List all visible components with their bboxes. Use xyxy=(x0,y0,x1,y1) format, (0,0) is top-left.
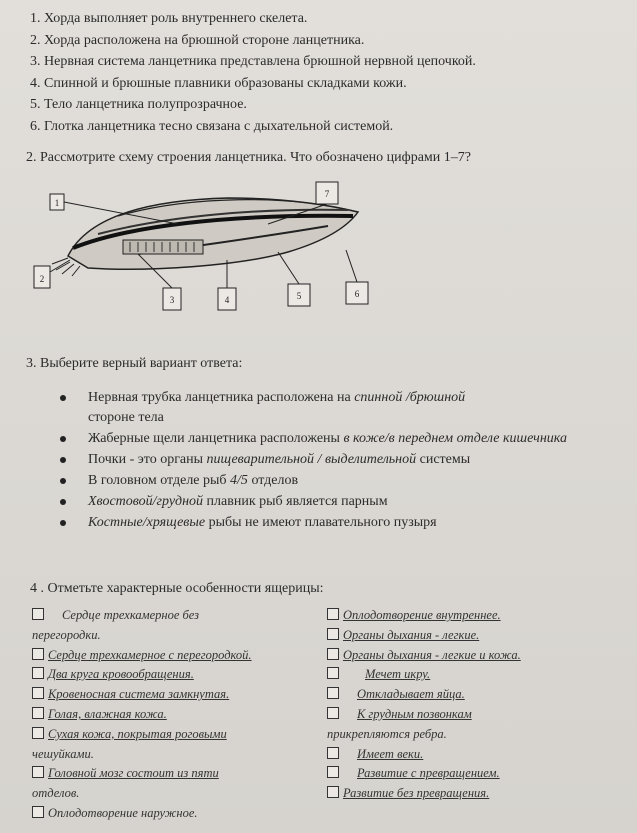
bullet-icon xyxy=(60,457,66,463)
checkbox[interactable] xyxy=(327,747,339,759)
option-row[interactable] xyxy=(32,725,322,745)
checkbox[interactable] xyxy=(327,766,339,778)
option-row[interactable] xyxy=(32,705,322,725)
option-label: Откладывает яйца. xyxy=(357,687,465,702)
statement: 3. Нервная система ланцетника представлена брюшной нервной цепочкой. xyxy=(30,54,476,69)
item-choice: в коже/в переднем отделе кишечника xyxy=(343,431,567,446)
lancelet-diagram xyxy=(28,176,388,316)
bullet-icon xyxy=(60,520,66,526)
option-label: Сердце трехкамерное с перегородкой. xyxy=(48,647,252,662)
item-choice: 4/5 xyxy=(230,473,248,488)
question-3-title: 3. Выберите верный вариант ответа: xyxy=(26,356,243,371)
option-label: Голая, влажная кожа. xyxy=(48,706,167,721)
checkbox[interactable] xyxy=(32,727,44,739)
option-label: К грудным позвонкам xyxy=(357,706,472,721)
item-text: отделов xyxy=(247,473,299,488)
option-label: Органы дыхания - легкие и кожа. xyxy=(343,647,521,662)
list-item xyxy=(60,492,620,512)
question-2-title: 2. Рассмотрите схему строения ланцетника. Что обозначено цифрами 1–7? xyxy=(26,150,471,165)
bullet-icon xyxy=(60,478,66,484)
option-row[interactable] xyxy=(32,606,322,626)
diagram-label-2: 2 xyxy=(39,274,45,284)
item-text: Почки - это органы xyxy=(88,452,207,467)
option-row[interactable] xyxy=(327,764,627,784)
option-label: Имеет веки. xyxy=(357,746,424,761)
option-label: Оплодотворение внутреннее. xyxy=(343,608,501,622)
item-text: рыбы не имеют плавательного пузыря xyxy=(205,515,437,530)
checkbox[interactable] xyxy=(32,608,44,620)
bullet-icon xyxy=(60,395,66,401)
question-4-title: 4 . Отметьте характерные особенности ящерицы: xyxy=(30,581,324,596)
item-choice: спинной /брюшной xyxy=(354,390,466,405)
option-row[interactable] xyxy=(327,784,627,804)
list-item xyxy=(60,429,620,449)
statement: 5. Тело ланцетника полупрозрачное. xyxy=(30,97,247,112)
diagram-label-7: 7 xyxy=(324,189,330,199)
diagram-label-3: 3 xyxy=(169,295,175,305)
checkbox[interactable] xyxy=(327,687,339,699)
statement: 6. Глотка ланцетника тесно связана с дыхательной системой. xyxy=(30,118,394,134)
option-row[interactable] xyxy=(32,646,322,666)
item-choice: пищеварительной / выделительной xyxy=(206,452,417,467)
features-left-column xyxy=(32,606,322,824)
option-row[interactable] xyxy=(327,626,627,646)
option-label: Органы дыхания - легкие. xyxy=(343,627,480,642)
features-right-column xyxy=(327,606,627,804)
option-label: Развитие без превращения. xyxy=(343,786,490,801)
option-continuation: прикрепляются ребра. xyxy=(327,726,447,741)
checkbox[interactable] xyxy=(327,707,339,719)
item-choice: Костные/хрящевые xyxy=(88,515,206,530)
option-label: Кровеносная система замкнутая. xyxy=(48,687,230,702)
option-continuation: чешуйками. xyxy=(32,746,94,761)
statement: 2. Хорда расположена на брюшной стороне ланцетника. xyxy=(30,32,365,48)
checkbox[interactable] xyxy=(327,608,339,620)
list-item xyxy=(60,513,620,533)
checkbox[interactable] xyxy=(327,628,339,640)
diagram-label-4: 4 xyxy=(224,295,230,305)
diagram-label-1: 1 xyxy=(54,198,60,208)
item-text: Жаберные щели ланцетника расположены xyxy=(88,431,344,446)
option-row[interactable] xyxy=(327,685,627,705)
checkbox[interactable] xyxy=(32,766,44,778)
option-row[interactable] xyxy=(32,665,322,685)
option-row[interactable] xyxy=(327,646,627,666)
option-row[interactable] xyxy=(32,804,322,824)
statements-list xyxy=(30,8,630,137)
option-row[interactable] xyxy=(32,685,322,705)
diagram-label-5: 5 xyxy=(296,291,302,301)
bullet-icon xyxy=(60,499,66,505)
item-text: плавник рыб является парным xyxy=(203,494,388,509)
diagram-label-6: 6 xyxy=(354,289,360,299)
statement: 1. Хорда выполняет роль внутреннего скелета. xyxy=(30,11,308,26)
option-row[interactable] xyxy=(327,745,627,765)
option-label: Оплодотворение наружное. xyxy=(48,805,198,820)
item-text: В головном отделе рыб xyxy=(88,473,231,488)
checkbox[interactable] xyxy=(327,786,339,798)
checkbox[interactable] xyxy=(32,648,44,660)
checkbox[interactable] xyxy=(32,806,44,818)
option-label: Мечет икру. xyxy=(365,667,431,682)
item-choice: Хвостовой/грудной xyxy=(88,494,204,509)
item-text: системы xyxy=(416,452,471,467)
option-label: Два круга кровообращения. xyxy=(48,667,194,682)
checkbox[interactable] xyxy=(327,667,339,679)
option-label: Сердце трехкамерное без xyxy=(62,608,200,622)
option-row[interactable] xyxy=(327,665,627,685)
statement: 4. Спинной и брюшные плавники образованы складками кожи. xyxy=(30,75,407,91)
list-item xyxy=(60,471,620,491)
question-3-items xyxy=(60,388,620,534)
list-item xyxy=(60,388,620,428)
option-label: Головной мозг состоит из пяти xyxy=(48,766,219,781)
option-continuation: отделов. xyxy=(32,786,80,801)
list-item xyxy=(60,450,620,470)
checkbox[interactable] xyxy=(32,707,44,719)
option-continuation: перегородки. xyxy=(32,627,101,642)
checkbox[interactable] xyxy=(32,667,44,679)
option-row[interactable] xyxy=(32,764,322,784)
item-text: Нервная трубка ланцетника расположена на xyxy=(88,390,355,405)
option-row[interactable] xyxy=(327,606,627,626)
option-label: Развитие с превращением. xyxy=(357,766,500,781)
item-text: стороне тела xyxy=(88,410,164,425)
checkbox[interactable] xyxy=(32,687,44,699)
bullet-icon xyxy=(60,436,66,442)
option-label: Сухая кожа, покрытая роговыми xyxy=(48,726,227,741)
gill-slits xyxy=(123,240,203,254)
option-row[interactable] xyxy=(327,705,627,725)
checkbox[interactable] xyxy=(327,648,339,660)
